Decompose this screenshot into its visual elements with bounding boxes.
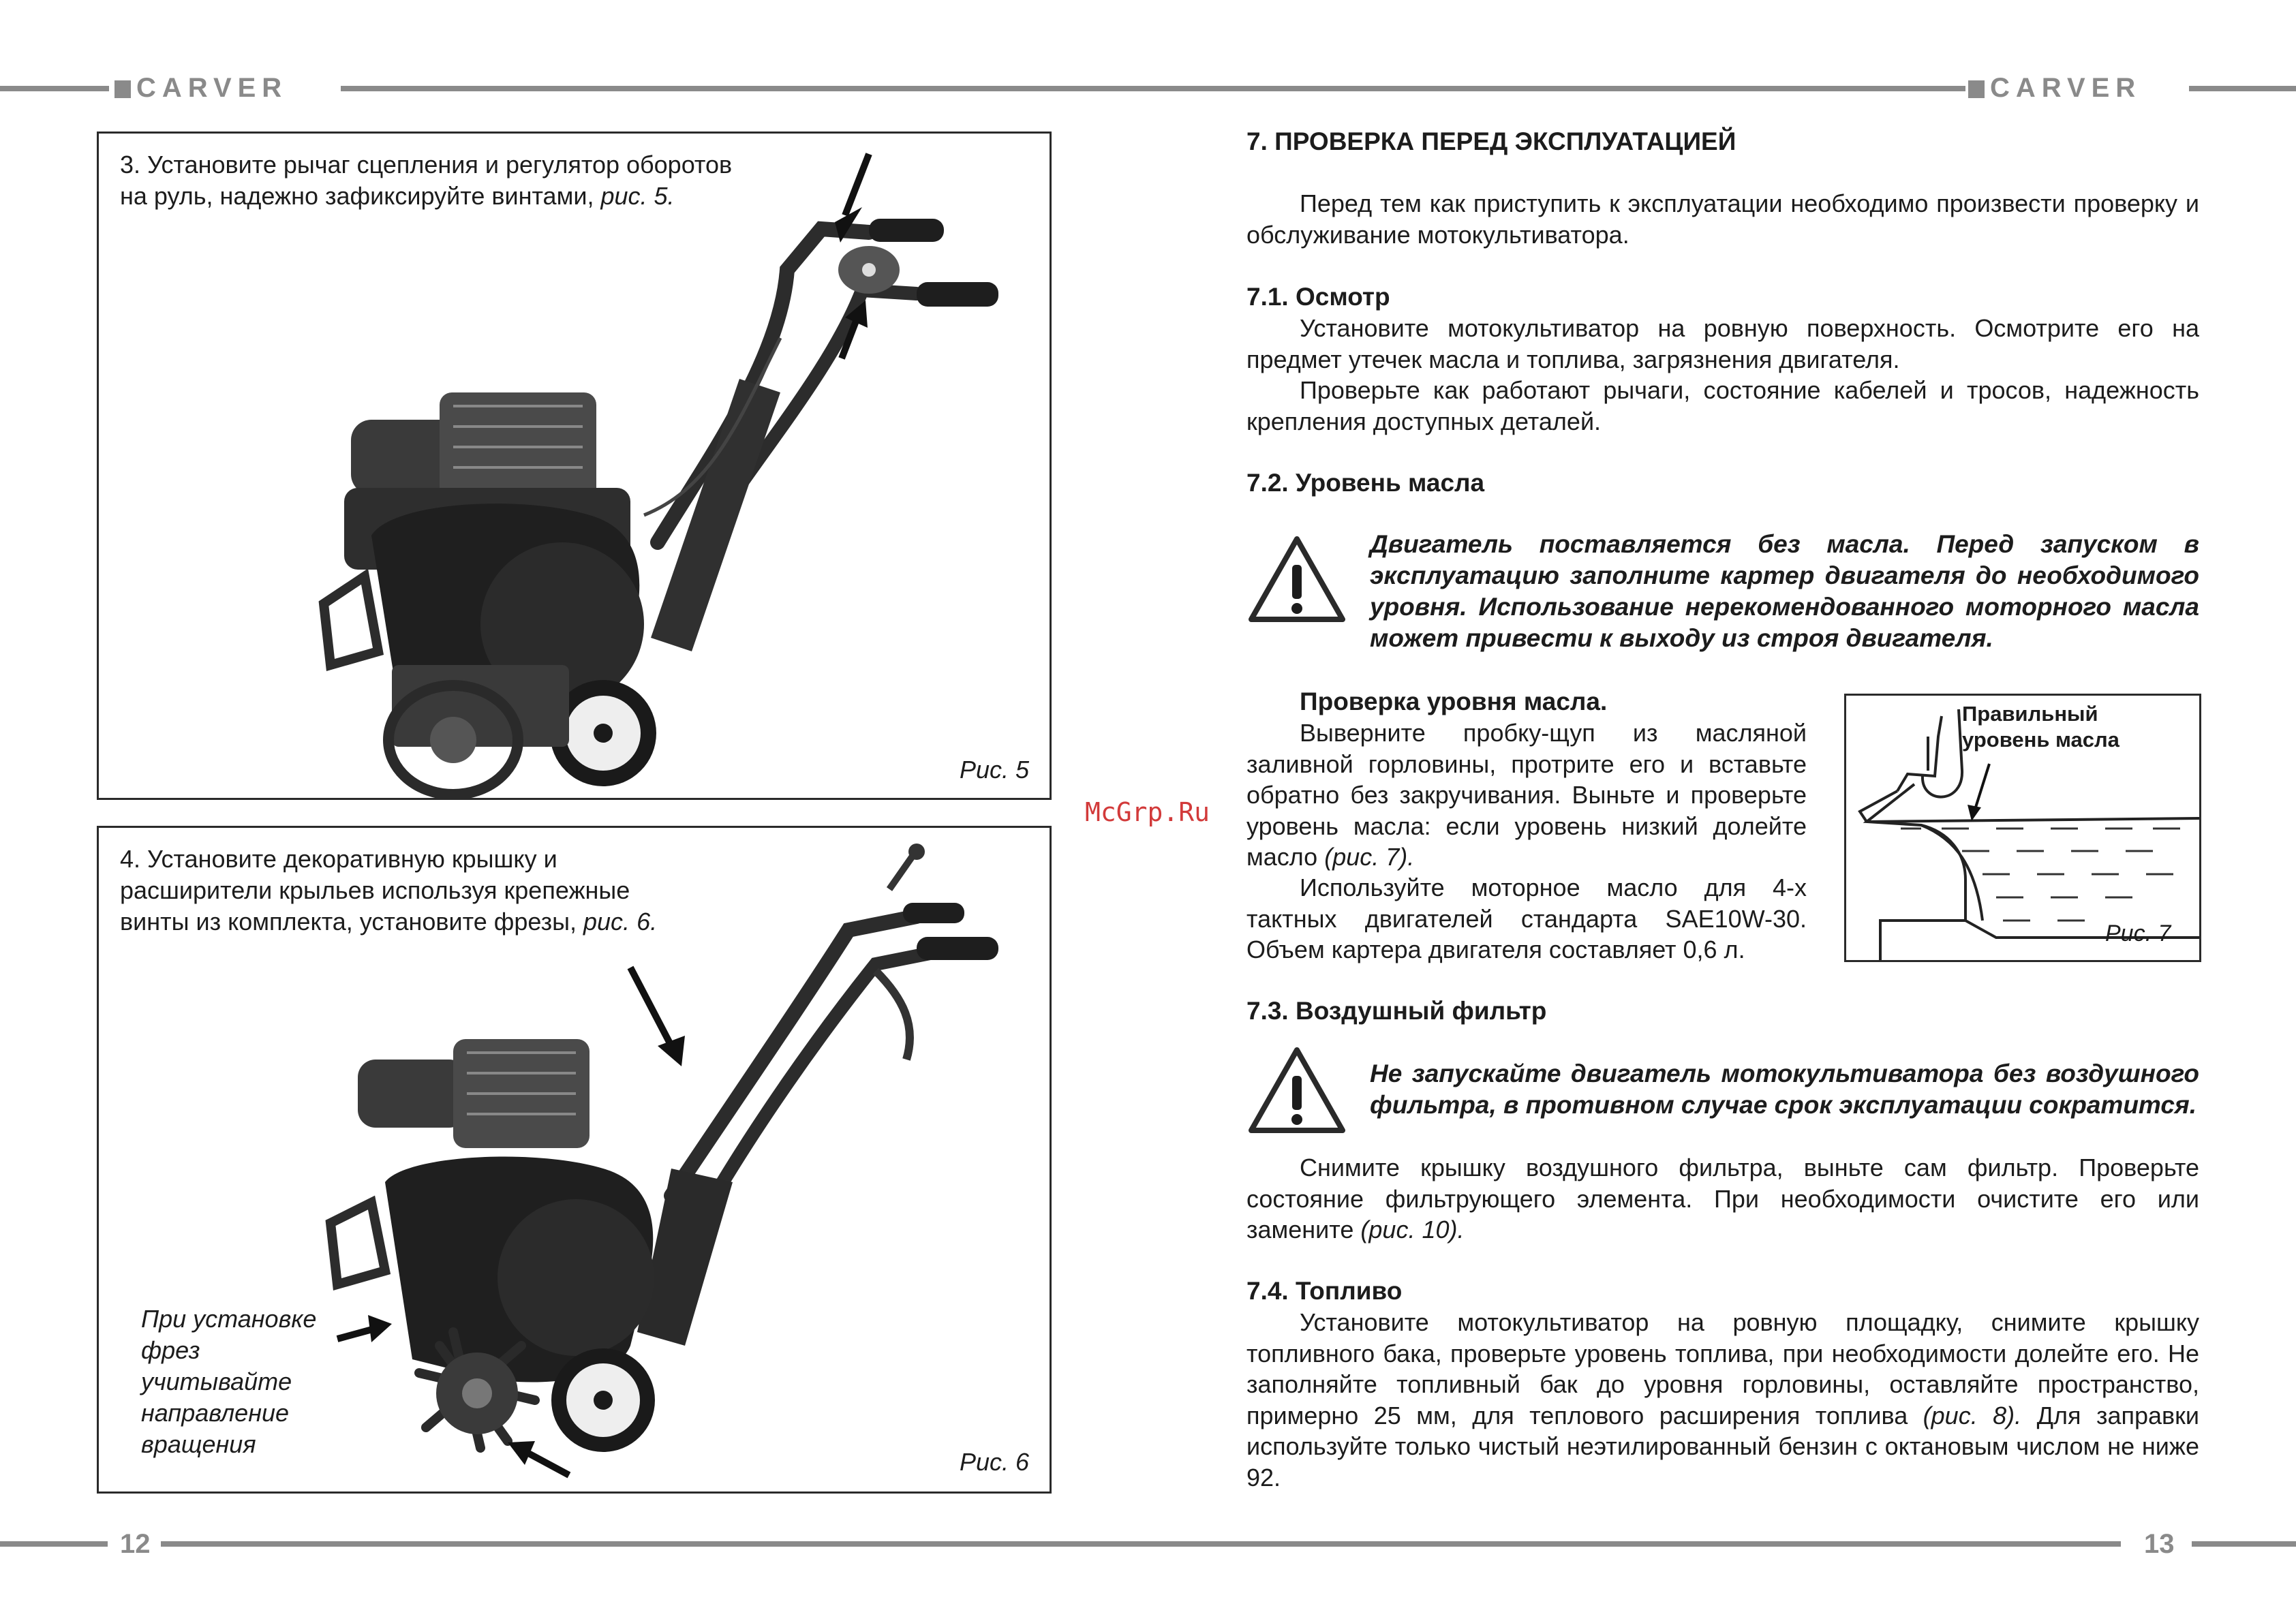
figure-7-box	[1844, 694, 2201, 962]
oil-check-title: Проверка уровня масла.	[1300, 687, 1608, 715]
brand-logo-left: CARVER	[114, 71, 288, 105]
watermark: McGrp.Ru	[1085, 797, 1210, 827]
figure-5-label: Рис. 5	[960, 756, 1030, 784]
section-7-1-para-1: Установите мотокультиватор на ровную поверхность. Осмотрите его на предмет утечек масла и топлива, загрязнения двигателя.	[1246, 314, 2199, 373]
figure-6-note-line5: вращения	[141, 1430, 256, 1458]
section-7-1-title: 7.1. Осмотр	[1246, 283, 1390, 311]
oil-check-para-1: Выверните пробку-щуп из масляной заливной горловины, протрите его и вставьте обратно без закручивания. Выньте и проверьте уровень масла: если уровень низкий долейте масло (рис. 7).	[1246, 719, 1807, 871]
figure-6-box	[97, 826, 1052, 1494]
figure-5-box	[97, 132, 1052, 800]
figure-6-note-line2: фрез	[141, 1336, 200, 1364]
footer-rule-right	[2192, 1541, 2296, 1547]
figure-6-note-line3: учитывайте	[141, 1367, 292, 1395]
brand-logo-right: CARVER	[1968, 71, 2141, 105]
section-7-4-para-1: Установите мотокультиватор на ровную площадку, снимите крышку топливного бака, проверьте уровень топлива, при необходимости долейте его. Не заполняйте топливный бак до уровня горловины, оставляйте пространство, примерно 25 мм, для теплового расширения топлива (рис. 8). Для заправки используйте только чистый неэтилированный бензин с октановым числом не ниже 92.	[1246, 1308, 2199, 1491]
footer-rule-left	[0, 1541, 108, 1547]
figure-5-text-line2: на руль, надежно зафиксируйте винтами, рис. 5.	[120, 182, 675, 210]
figure-5-text-line1: 3. Установите рычаг сцепления и регулятор оборотов	[120, 151, 733, 179]
oil-surface-dashes	[1901, 829, 2180, 921]
figure-6-note-line1: При установке	[141, 1305, 317, 1333]
warning-icon	[1247, 1046, 1347, 1136]
section-7-1-para-2: Проверьте как работают рычаги, состояние кабелей и тросов, надежность крепления доступных деталей.	[1246, 376, 2199, 435]
figure-5-image	[99, 134, 1050, 798]
brand-mark-icon	[114, 80, 131, 98]
oil-level-arrow	[1968, 764, 1989, 821]
header-rule-left	[0, 86, 109, 91]
section-7-3-warning: Не запускайте двигатель мотокультиватора без воздушного фильтра, в противном случае срок эксплуатации сократится.	[1370, 1060, 2199, 1119]
figure-7-label-line2: уровень масла	[1962, 728, 2119, 752]
figure-7-caption: Рис. 7	[2105, 921, 2171, 946]
section-7-4-title: 7.4. Топливо	[1246, 1277, 1403, 1305]
footer-rule-middle	[161, 1541, 2121, 1547]
figure-6-note-line4: направление	[141, 1399, 290, 1427]
header-rule-right	[2189, 86, 2296, 91]
section-7-2-title: 7.2. Уровень масла	[1246, 469, 1485, 497]
brand-mark-icon	[1968, 80, 1985, 98]
section-7-3-para-1: Снимите крышку воздушного фильтра, выньте сам фильтр. Проверьте состояние фильтрующего элемента. При необходимости очистите его или замените (рис. 10).	[1246, 1154, 2199, 1243]
warning-icon	[1247, 535, 1347, 625]
figure-6-text-line1: 4. Установите декоративную крышку и	[120, 845, 557, 873]
figure-6-text-line2: расширители крыльев используя крепежные	[120, 876, 630, 904]
header-rule-middle	[341, 86, 1965, 91]
page-number-right: 13	[2144, 1529, 2175, 1559]
figure-6-text-line3: винты из комплекта, установите фрезы, рис. 6.	[120, 908, 658, 936]
figure-6-label: Рис. 6	[960, 1448, 1030, 1476]
section-7-title: 7. ПРОВЕРКА ПЕРЕД ЭКСПЛУАТАЦИЕЙ	[1246, 127, 1736, 155]
oil-check-para-2: Используйте моторное масло для 4-х тактных двигателей стандарта SAE10W-30. Объем картера двигателя составляет 0,6 л.	[1246, 874, 1807, 963]
figure-7-label-line1: Правильный	[1962, 702, 2098, 726]
section-7-2-warning: Двигатель поставляется без масла. Перед запуском в эксплуатацию заполните картер двигателя до необходимого уровня. Использование нерекомендованного моторного масла может привести к выходу из строя двигателя.	[1370, 530, 2199, 652]
section-7-intro: Перед тем как приступить к эксплуатации необходимо произвести проверку и обслуживание мотокультиватора.	[1246, 189, 2199, 249]
page-number-left: 12	[120, 1529, 151, 1559]
figure-6-cultivator	[331, 844, 998, 1452]
section-7-3-title: 7.3. Воздушный фильтр	[1246, 997, 1547, 1025]
figure-6-note	[141, 1303, 316, 1460]
figure-5-cultivator	[324, 219, 998, 794]
